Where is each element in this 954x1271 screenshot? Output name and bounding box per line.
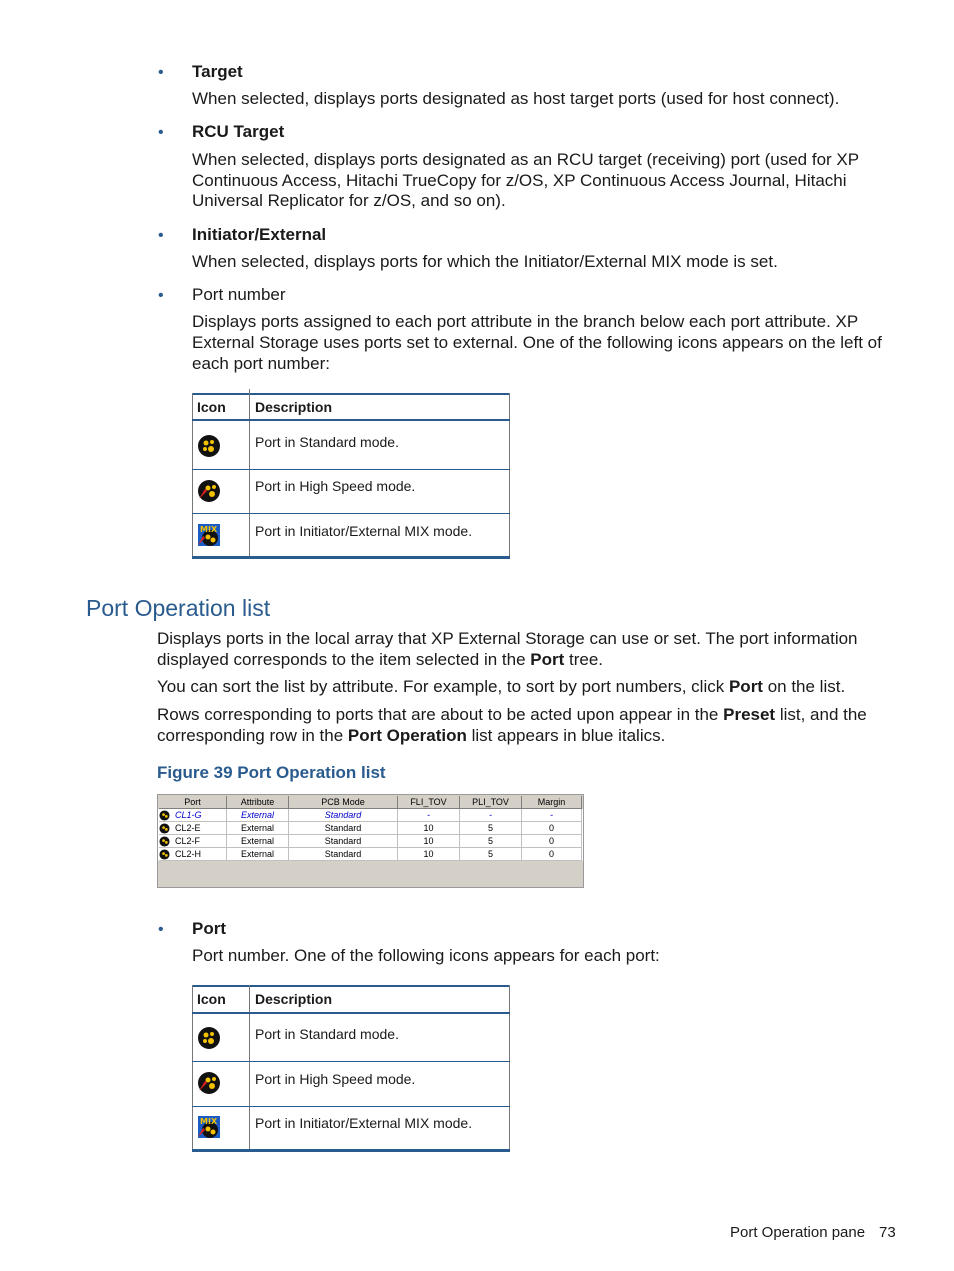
table-cell[interactable]: 10 [398, 848, 460, 861]
grid-body [158, 809, 583, 861]
icon-table-row-high-speed: Port in High Speed mode. [255, 1071, 416, 1087]
bullet-text-rcu-target-line1: When selected, displays ports designated as an RCU target (receiving) port (used for XP [192, 150, 860, 169]
table-cell[interactable]: 0 [522, 835, 582, 848]
table-cell[interactable]: External [227, 822, 289, 835]
bullet-text-rcu-target-line2: Continuous Access, Hitachi TrueCopy for z/OS, XP Continuous Access Journal, Hitachi [192, 171, 847, 190]
table-cell[interactable]: 10 [398, 822, 460, 835]
bullet-marker: • [158, 287, 164, 304]
icon-table-header-icon: Icon [197, 991, 226, 1007]
table-cell[interactable]: 0 [522, 848, 582, 861]
svg-text:MIX: MIX [200, 525, 218, 534]
bullet-text-rcu-target-line3: Universal Replicator for z/OS, and so on). [192, 191, 506, 210]
section-paragraph-3: Rows corresponding to ports that are about to be acted upon appear in the Preset list, and the corresponding row in the Port Operation list appears in blue italics. [157, 705, 867, 745]
icon-table [192, 393, 510, 559]
standard-mode-port-icon [159, 810, 170, 821]
column-header-pcb-mode[interactable]: PCB Mode [289, 796, 398, 809]
column-header-margin[interactable]: Margin [522, 796, 582, 809]
bullet-text-port-number-line2: External Storage uses ports set to external. One of the following icons appears on the left of [192, 333, 882, 352]
bullet-marker: • [158, 227, 164, 244]
section-paragraph-1: Displays ports in the local array that XP External Storage can use or set. The port information displayed corresponds to the item selected in the Port tree. [157, 629, 858, 669]
high-speed-mode-port-icon [197, 1071, 221, 1095]
bullet-text-port-number-line1: Displays ports assigned to each port attribute in the branch below each port attribute. XP [192, 312, 859, 331]
table-row-port[interactable]: CL2-F [159, 835, 227, 848]
table-cell[interactable]: Standard [289, 848, 398, 861]
column-header-pli-tov[interactable]: PLI_TOV [460, 796, 522, 809]
icon-table [192, 985, 510, 1152]
table-cell[interactable]: 10 [398, 835, 460, 848]
bullet-text-port-number-line3: each port number: [192, 354, 330, 373]
bullet-title-initiator-external: Initiator/External [192, 225, 327, 244]
bullet-title-target: Target [192, 62, 243, 81]
bullet-text-port: Port number. One of the following icons appears for each port: [192, 946, 660, 965]
svg-text:MIX: MIX [200, 1117, 218, 1126]
bullet-title-port-number: Port number [192, 285, 286, 304]
bullet-marker: • [158, 124, 164, 141]
table-cell[interactable]: - [398, 809, 460, 822]
icon-table-row-mix: Port in Initiator/External MIX mode. [255, 1115, 473, 1131]
bullet-text-target: When selected, displays ports designated as host target ports (used for host connect). [192, 89, 840, 108]
bullet-marker: • [158, 921, 164, 938]
column-header-fli-tov[interactable]: FLI_TOV [398, 796, 460, 809]
figure-caption: Figure 39 Port Operation list [157, 763, 386, 782]
bullet-marker: • [158, 64, 164, 81]
icon-table-row-standard: Port in Standard mode. [255, 1026, 399, 1042]
table-row-port[interactable]: CL2-H [159, 848, 227, 861]
table-cell[interactable]: Standard [289, 809, 398, 822]
standard-mode-port-icon [159, 823, 170, 834]
standard-mode-port-icon [159, 849, 170, 860]
icon-table-header-icon: Icon [197, 399, 226, 415]
icon-table-row-standard: Port in Standard mode. [255, 434, 399, 450]
table-cell[interactable]: 5 [460, 835, 522, 848]
table-cell[interactable]: - [522, 809, 582, 822]
table-cell[interactable]: External [227, 835, 289, 848]
high-speed-mode-port-icon [197, 479, 221, 503]
table-row-port[interactable]: CL1-G [159, 809, 227, 822]
table-cell[interactable]: External [227, 848, 289, 861]
bullet-title-port: Port [192, 919, 226, 938]
port-operation-list-screenshot [157, 794, 584, 888]
page-number: 73 [879, 1224, 896, 1241]
icon-table-header-description: Description [255, 991, 333, 1007]
table-cell[interactable]: - [460, 809, 522, 822]
footer-section-name: Port Operation pane [730, 1224, 866, 1241]
standard-mode-port-icon [159, 836, 170, 847]
icon-table-row-high-speed: Port in High Speed mode. [255, 478, 416, 494]
table-cell[interactable]: 5 [460, 848, 522, 861]
table-row-port[interactable]: CL2-E [159, 822, 227, 835]
column-header-attribute[interactable]: Attribute [227, 796, 289, 809]
mix-mode-port-icon [197, 1115, 221, 1139]
section-heading: Port Operation list [86, 595, 271, 621]
table-cell[interactable]: Standard [289, 822, 398, 835]
icon-table-header-description: Description [255, 399, 333, 415]
standard-mode-port-icon [197, 1026, 221, 1050]
column-header-port[interactable]: Port [159, 796, 227, 809]
section-paragraph-2: You can sort the list by attribute. For example, to sort by port numbers, click Port on the list. [157, 677, 846, 696]
table-cell[interactable]: Standard [289, 835, 398, 848]
standard-mode-port-icon [197, 434, 221, 458]
table-cell[interactable]: 5 [460, 822, 522, 835]
bullet-text-initiator-external: When selected, displays ports for which the Initiator/External MIX mode is set. [192, 252, 778, 271]
table-cell[interactable]: 0 [522, 822, 582, 835]
bullet-title-rcu-target: RCU Target [192, 122, 285, 141]
table-cell[interactable]: External [227, 809, 289, 822]
mix-mode-port-icon [197, 523, 221, 547]
icon-table-row-mix: Port in Initiator/External MIX mode. [255, 523, 473, 539]
